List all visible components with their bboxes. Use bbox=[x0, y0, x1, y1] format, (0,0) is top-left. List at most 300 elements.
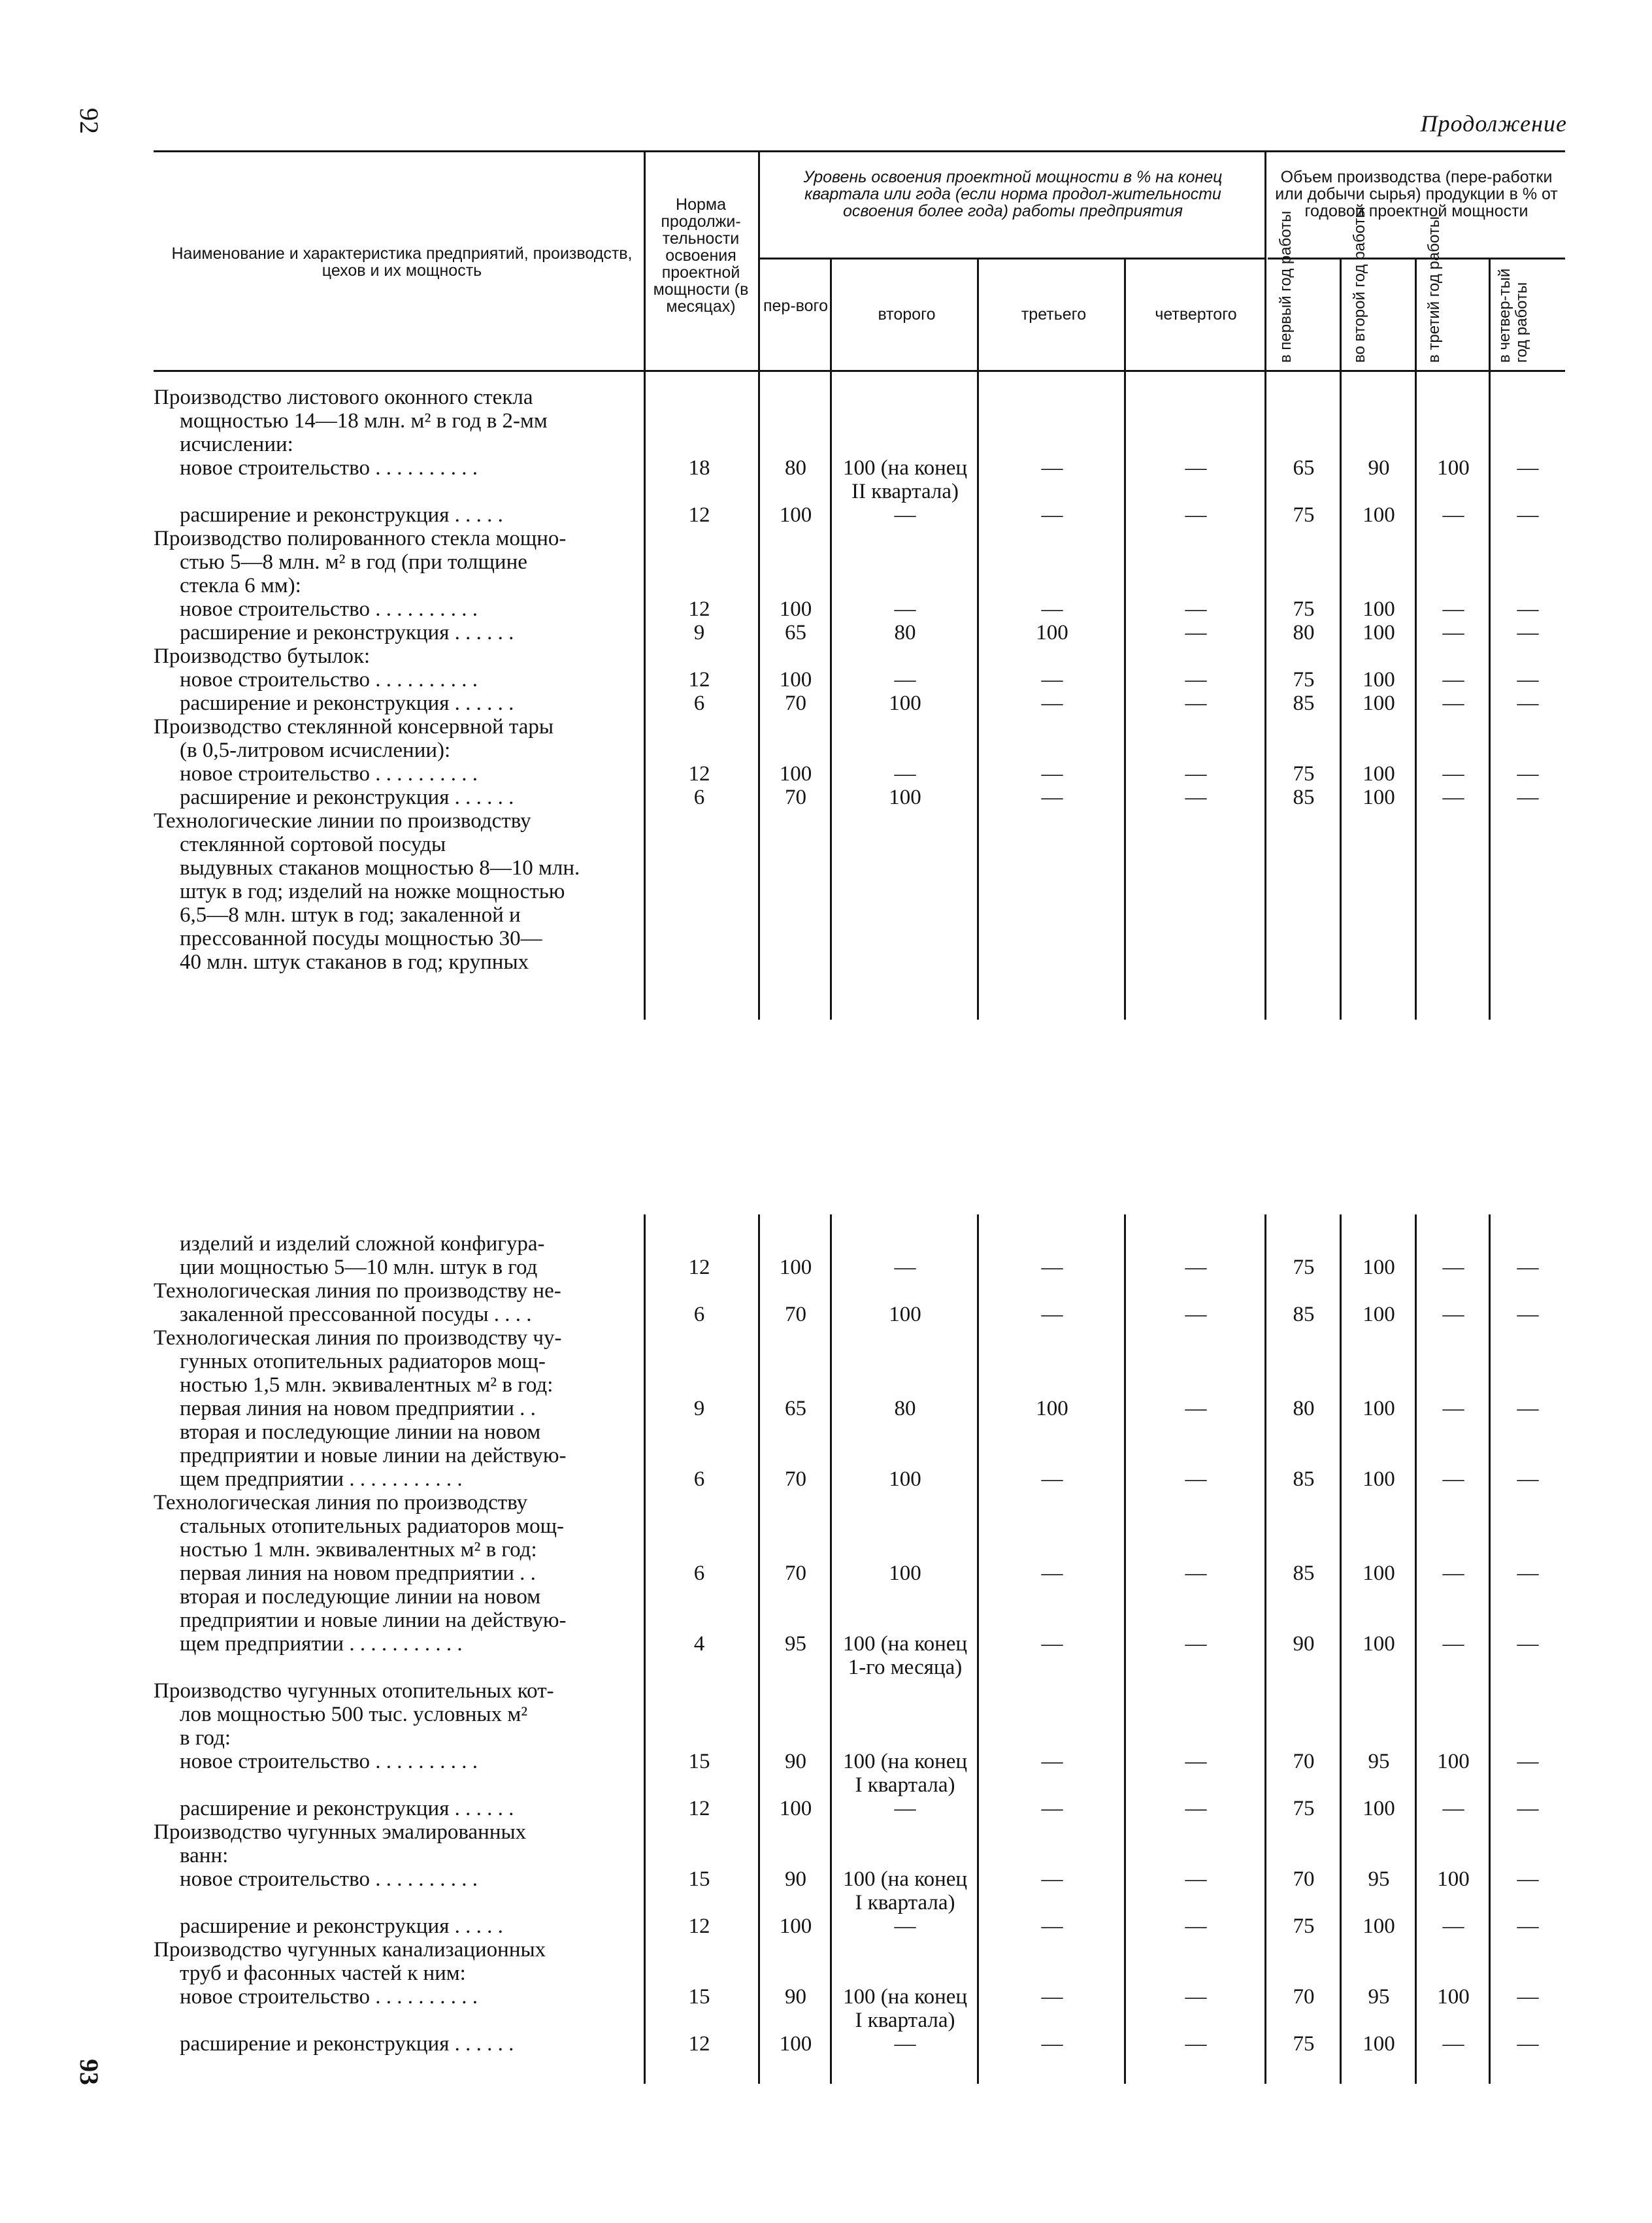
col-rule bbox=[1340, 1214, 1342, 2084]
cell-y2: 100 bbox=[1363, 1632, 1395, 1656]
cell-y4: — bbox=[1517, 1914, 1539, 1938]
cell-y4: — bbox=[1517, 597, 1539, 621]
row-name-line: первая линия на новом предприятии . . bbox=[180, 1397, 536, 1420]
row-name-line: изделий и изделий сложной конфигура- bbox=[180, 1232, 545, 1256]
row-name-line: Производство стеклянной консервной тары bbox=[154, 715, 554, 739]
cell-y3: 100 bbox=[1437, 456, 1470, 480]
row-name-line: 6,5—8 млн. штук в год; закаленной и bbox=[180, 903, 521, 927]
cell-y4: — bbox=[1517, 621, 1539, 644]
row-name-line: исчислении: bbox=[180, 433, 293, 456]
page-number-bottom: 93 bbox=[74, 2059, 104, 2085]
row-name-line: предприятии и новые линии на действую- bbox=[180, 1444, 567, 1467]
row-name-line: стью 5—8 млн. м² в год (при толщине bbox=[180, 550, 527, 574]
col-rule bbox=[1489, 258, 1491, 1020]
cell-y2: 100 bbox=[1363, 1467, 1395, 1491]
cell-y1: 75 bbox=[1293, 668, 1315, 692]
cell-y3: — bbox=[1442, 668, 1464, 692]
cell-y2: 100 bbox=[1363, 762, 1395, 786]
cell-second: 100 (на конец bbox=[842, 1867, 968, 1891]
cell-norm: 18 bbox=[688, 456, 710, 480]
cell-y1: 85 bbox=[1293, 1467, 1315, 1491]
cell-first: 70 bbox=[785, 692, 806, 715]
col-rule bbox=[758, 1214, 760, 2084]
row-name bbox=[154, 1585, 634, 1656]
cell-y3: — bbox=[1442, 621, 1464, 644]
cell-fourth: — bbox=[1185, 2032, 1207, 2056]
row-name-line: ностью 1,5 млн. эквивалентных м² в год: bbox=[180, 1373, 553, 1397]
cell-third: — bbox=[1041, 1256, 1063, 1279]
cell-fourth: — bbox=[1185, 1867, 1207, 1891]
row-name-line: гунных отопительных радиаторов мощ- bbox=[180, 1350, 546, 1373]
col-rule bbox=[830, 1214, 832, 2084]
cell-first: 100 bbox=[779, 597, 812, 621]
cell-second: 100 bbox=[889, 1303, 921, 1326]
cell-third: — bbox=[1041, 1303, 1063, 1326]
cell-norm: 15 bbox=[688, 1867, 710, 1891]
cell-y1: 75 bbox=[1293, 1797, 1315, 1820]
cell-norm: 12 bbox=[688, 503, 710, 527]
cell-third: — bbox=[1041, 1914, 1063, 1938]
cell-norm: 6 bbox=[693, 1562, 705, 1585]
cell-first: 70 bbox=[785, 1467, 806, 1491]
row-name bbox=[154, 527, 634, 597]
cell-second: — bbox=[894, 1914, 916, 1938]
cell-y2: 95 bbox=[1368, 1750, 1390, 1773]
col-rule bbox=[977, 258, 979, 1020]
cell-second-cont: I квартала) bbox=[855, 2009, 955, 2032]
cell-norm: 9 bbox=[693, 621, 705, 644]
cell-fourth: — bbox=[1185, 1562, 1207, 1585]
header-y4: в четвер-тый год работы bbox=[1496, 268, 1530, 363]
row-name-line: стекла 6 мм): bbox=[180, 574, 301, 597]
cell-y2: 100 bbox=[1363, 692, 1395, 715]
cell-y2: 100 bbox=[1363, 1914, 1395, 1938]
cell-fourth: — bbox=[1185, 503, 1207, 527]
cell-y1: 80 bbox=[1293, 1397, 1315, 1420]
row-name bbox=[154, 762, 634, 786]
cell-y4: — bbox=[1517, 762, 1539, 786]
cell-y3: — bbox=[1442, 1256, 1464, 1279]
cell-first: 100 bbox=[779, 1914, 812, 1938]
row-name-line: стеклянной сортовой посуды bbox=[180, 833, 446, 856]
cell-first: 70 bbox=[785, 1303, 806, 1326]
cell-y3: — bbox=[1442, 762, 1464, 786]
cell-y1: 70 bbox=[1293, 1867, 1315, 1891]
cell-second: — bbox=[894, 1797, 916, 1820]
cell-y2: 90 bbox=[1368, 456, 1390, 480]
cell-fourth: — bbox=[1185, 456, 1207, 480]
cell-y2: 100 bbox=[1363, 1256, 1395, 1279]
row-name-line: мощностью 14—18 млн. м² в год в 2-мм bbox=[180, 409, 548, 433]
row-name-line: расширение и реконструкция . . . . . . bbox=[180, 692, 514, 715]
cell-y3: — bbox=[1442, 786, 1464, 809]
cell-second-cont: I квартала) bbox=[855, 1773, 955, 1797]
cell-fourth: — bbox=[1185, 621, 1207, 644]
cell-norm: 12 bbox=[688, 1797, 710, 1820]
cell-y4: — bbox=[1517, 692, 1539, 715]
cell-y3: — bbox=[1442, 1797, 1464, 1820]
cell-second: 100 bbox=[889, 1467, 921, 1491]
cell-first: 70 bbox=[785, 786, 806, 809]
cell-fourth: — bbox=[1185, 597, 1207, 621]
cell-second-cont: 1-го месяца) bbox=[848, 1656, 963, 1679]
cell-y1: 85 bbox=[1293, 692, 1315, 715]
cell-norm: 6 bbox=[693, 786, 705, 809]
cell-second: 100 (на конец bbox=[842, 1632, 968, 1656]
row-name-line: (в 0,5-литровом исчислении): bbox=[180, 739, 451, 762]
header-third: третьего bbox=[1021, 305, 1087, 324]
col-rule bbox=[644, 150, 646, 1020]
row-name-line: закаленной прессованной посуды . . . . bbox=[180, 1303, 532, 1326]
cell-y2: 100 bbox=[1363, 786, 1395, 809]
cell-fourth: — bbox=[1185, 1632, 1207, 1656]
cell-second: — bbox=[894, 2032, 916, 2056]
row-name-line: штук в год; изделий на ножке мощностью bbox=[180, 880, 565, 903]
cell-y1: 85 bbox=[1293, 1303, 1315, 1326]
row-name-line: Производство чугунных эмалированных bbox=[154, 1820, 527, 1844]
row-name-line: ванн: bbox=[180, 1844, 229, 1867]
row-name bbox=[154, 1867, 634, 1891]
cell-second-cont: I квартала) bbox=[855, 1891, 955, 1914]
col-rule bbox=[758, 150, 760, 1020]
cell-second: — bbox=[894, 503, 916, 527]
col-rule bbox=[977, 1214, 979, 2084]
cell-y2: 100 bbox=[1363, 597, 1395, 621]
cell-second: — bbox=[894, 762, 916, 786]
col-rule bbox=[1264, 1214, 1266, 2084]
cell-y4: — bbox=[1517, 456, 1539, 480]
row-name-line: новое строительство . . . . . . . . . . bbox=[180, 597, 478, 621]
row-name-line: новое строительство . . . . . . . . . . bbox=[180, 1985, 478, 2009]
cell-y4: — bbox=[1517, 786, 1539, 809]
cell-second: 100 bbox=[889, 692, 921, 715]
row-name bbox=[154, 1279, 634, 1326]
row-name-line: расширение и реконструкция . . . . . . bbox=[180, 621, 514, 644]
row-name bbox=[154, 1820, 634, 1867]
cell-y2: 100 bbox=[1363, 1797, 1395, 1820]
header-first: пер-вого bbox=[763, 297, 829, 315]
row-name-line: ции мощностью 5—10 млн. штук в год bbox=[180, 1256, 538, 1279]
page-number-top: 92 bbox=[74, 108, 104, 134]
header-y3: в третий год работы bbox=[1425, 216, 1443, 363]
row-name-line: ностью 1 млн. эквивалентных м² в год: bbox=[180, 1538, 537, 1562]
continuation-label: Продолжение bbox=[1420, 110, 1567, 137]
level-subheader-rule bbox=[758, 258, 1264, 259]
cell-first: 100 bbox=[779, 503, 812, 527]
cell-third: — bbox=[1041, 1985, 1063, 2009]
cell-fourth: — bbox=[1185, 1914, 1207, 1938]
row-name-line: вторая и последующие линии на новом bbox=[180, 1420, 541, 1444]
row-name bbox=[154, 456, 634, 480]
row-name-line: Технологические линии по производству bbox=[154, 809, 531, 833]
cell-y1: 90 bbox=[1293, 1632, 1315, 1656]
col-rule bbox=[1415, 1214, 1417, 2084]
row-name-line: Производство полированного стекла мощно- bbox=[154, 527, 567, 550]
cell-fourth: — bbox=[1185, 1985, 1207, 2009]
cell-y4: — bbox=[1517, 2032, 1539, 2056]
col-rule bbox=[1264, 150, 1266, 1020]
col-rule bbox=[1124, 258, 1126, 1020]
header-y2: во второй год работы bbox=[1351, 207, 1368, 363]
cell-second: 80 bbox=[894, 621, 916, 644]
cell-y4: — bbox=[1517, 1867, 1539, 1891]
row-name bbox=[154, 692, 634, 715]
cell-y2: 95 bbox=[1368, 1985, 1390, 2009]
cell-fourth: — bbox=[1185, 762, 1207, 786]
cell-y2: 100 bbox=[1363, 2032, 1395, 2056]
cell-norm: 15 bbox=[688, 1750, 710, 1773]
cell-y3: — bbox=[1442, 2032, 1464, 2056]
cell-y1: 75 bbox=[1293, 503, 1315, 527]
header-y1: в первый год работы bbox=[1277, 210, 1295, 363]
row-name bbox=[154, 2032, 634, 2056]
cell-first: 100 bbox=[779, 1797, 812, 1820]
cell-y1: 65 bbox=[1293, 456, 1315, 480]
row-name bbox=[154, 1797, 634, 1820]
cell-norm: 12 bbox=[688, 762, 710, 786]
row-name-line: новое строительство . . . . . . . . . . bbox=[180, 456, 478, 480]
cell-norm: 6 bbox=[693, 1303, 705, 1326]
cell-y3: — bbox=[1442, 1397, 1464, 1420]
cell-first: 90 bbox=[785, 1867, 806, 1891]
row-name bbox=[154, 1232, 634, 1279]
cell-second: 100 (на конец bbox=[842, 1985, 968, 2009]
row-name-line: расширение и реконструкция . . . . . . bbox=[180, 2032, 514, 2056]
row-name-line: расширение и реконструкция . . . . . bbox=[180, 1914, 503, 1938]
row-name-line: новое строительство . . . . . . . . . . bbox=[180, 1867, 478, 1891]
cell-third: — bbox=[1041, 503, 1063, 527]
row-name-line: труб и фасонных частей к ним: bbox=[180, 1962, 466, 1985]
row-name-line: выдувных стаканов мощностью 8—10 млн. bbox=[180, 856, 580, 880]
cell-y2: 95 bbox=[1368, 1867, 1390, 1891]
cell-y1: 85 bbox=[1293, 1562, 1315, 1585]
row-name-line: в год: bbox=[180, 1726, 231, 1750]
cell-norm: 12 bbox=[688, 1256, 710, 1279]
cell-norm: 6 bbox=[693, 692, 705, 715]
cell-second: — bbox=[894, 668, 916, 692]
row-name bbox=[154, 1491, 634, 1585]
col-rule bbox=[1340, 258, 1342, 1020]
row-name-line: Производство чугунных отопительных кот- bbox=[154, 1679, 554, 1703]
cell-y1: 70 bbox=[1293, 1750, 1315, 1773]
row-name-line: щем предприятии . . . . . . . . . . . bbox=[180, 1467, 463, 1491]
cell-y4: — bbox=[1517, 1797, 1539, 1820]
header-fourth: четвертого bbox=[1155, 305, 1237, 324]
cell-third: — bbox=[1041, 1562, 1063, 1585]
cell-third: — bbox=[1041, 1867, 1063, 1891]
col-rule bbox=[830, 258, 832, 1020]
row-name-line: вторая и последующие линии на новом bbox=[180, 1585, 541, 1609]
col-rule bbox=[644, 1214, 646, 2084]
row-name bbox=[154, 503, 634, 527]
col-rule bbox=[1489, 1214, 1491, 2084]
row-name-line: щем предприятии . . . . . . . . . . . bbox=[180, 1632, 463, 1656]
header-name: Наименование и характеристика предприятий, производств, цехов и их мощность bbox=[171, 244, 633, 280]
cell-y1: 85 bbox=[1293, 786, 1315, 809]
cell-y3: — bbox=[1442, 1914, 1464, 1938]
cell-first: 100 bbox=[779, 762, 812, 786]
cell-third: — bbox=[1041, 1797, 1063, 1820]
cell-y4: — bbox=[1517, 1397, 1539, 1420]
cell-third: 100 bbox=[1036, 1397, 1068, 1420]
cell-third: — bbox=[1041, 762, 1063, 786]
cell-third: — bbox=[1041, 786, 1063, 809]
cell-fourth: — bbox=[1185, 692, 1207, 715]
row-name-line: первая линия на новом предприятии . . bbox=[180, 1562, 536, 1585]
cell-norm: 12 bbox=[688, 597, 710, 621]
cell-y2: 100 bbox=[1363, 1397, 1395, 1420]
cell-norm: 12 bbox=[688, 1914, 710, 1938]
cell-fourth: — bbox=[1185, 1750, 1207, 1773]
cell-first: 65 bbox=[785, 1397, 806, 1420]
cell-second: — bbox=[894, 1256, 916, 1279]
cell-y4: — bbox=[1517, 1256, 1539, 1279]
cell-norm: 9 bbox=[693, 1397, 705, 1420]
header-top-rule bbox=[154, 150, 1565, 152]
header-volume: Объем производства (пере-работки или добычи сырья) продукции в % от годовой проектной мощности bbox=[1275, 168, 1558, 220]
cell-y2: 100 bbox=[1363, 1303, 1395, 1326]
row-name-line: расширение и реконструкция . . . . . . bbox=[180, 786, 514, 809]
cell-second: 100 bbox=[889, 786, 921, 809]
header-level: Уровень освоения проектной мощности в % на конец квартала или года (если норма продол-жительности освоения более года) работы предприятия bbox=[803, 168, 1223, 220]
cell-y1: 75 bbox=[1293, 2032, 1315, 2056]
cell-first: 90 bbox=[785, 1985, 806, 2009]
cell-fourth: — bbox=[1185, 1397, 1207, 1420]
col-rule bbox=[1415, 258, 1417, 1020]
header-second: второго bbox=[878, 305, 936, 324]
cell-second: 100 bbox=[889, 1562, 921, 1585]
cell-y3: 100 bbox=[1437, 1750, 1470, 1773]
cell-fourth: — bbox=[1185, 1467, 1207, 1491]
row-name bbox=[154, 668, 634, 692]
cell-first: 95 bbox=[785, 1632, 806, 1656]
cell-fourth: — bbox=[1185, 668, 1207, 692]
cell-first: 100 bbox=[779, 2032, 812, 2056]
cell-fourth: — bbox=[1185, 1256, 1207, 1279]
cell-first: 90 bbox=[785, 1750, 806, 1773]
cell-y2: 100 bbox=[1363, 503, 1395, 527]
cell-y3: — bbox=[1442, 503, 1464, 527]
cell-y3: — bbox=[1442, 1632, 1464, 1656]
cell-third: — bbox=[1041, 1467, 1063, 1491]
cell-y2: 100 bbox=[1363, 668, 1395, 692]
cell-y1: 75 bbox=[1293, 1914, 1315, 1938]
cell-y3: — bbox=[1442, 692, 1464, 715]
cell-third: — bbox=[1041, 597, 1063, 621]
row-name bbox=[154, 809, 634, 974]
cell-first: 70 bbox=[785, 1562, 806, 1585]
row-name-line: прессованной посуды мощностью 30— bbox=[180, 927, 542, 950]
row-name bbox=[154, 786, 634, 809]
row-name bbox=[154, 644, 634, 668]
cell-y4: — bbox=[1517, 1750, 1539, 1773]
cell-y3: — bbox=[1442, 1303, 1464, 1326]
cell-fourth: — bbox=[1185, 1797, 1207, 1820]
cell-y3: — bbox=[1442, 1467, 1464, 1491]
cell-norm: 15 bbox=[688, 1985, 710, 2009]
row-name bbox=[154, 621, 634, 644]
cell-y4: — bbox=[1517, 1985, 1539, 2009]
row-name-line: Производство листового оконного стекла bbox=[154, 386, 533, 409]
cell-second: 100 (на конец bbox=[842, 1750, 968, 1773]
cell-y2: 100 bbox=[1363, 1562, 1395, 1585]
row-name bbox=[154, 1679, 634, 1750]
row-name bbox=[154, 1750, 634, 1773]
row-name bbox=[154, 597, 634, 621]
row-name bbox=[154, 1938, 634, 1985]
cell-y3: 100 bbox=[1437, 1867, 1470, 1891]
cell-y1: 75 bbox=[1293, 597, 1315, 621]
row-name-line: Технологическая линия по производству не- bbox=[154, 1279, 561, 1303]
cell-norm: 4 bbox=[693, 1632, 705, 1656]
cell-y3: — bbox=[1442, 1562, 1464, 1585]
row-name-line: предприятии и новые линии на действую- bbox=[180, 1609, 567, 1632]
row-name-line: Производство чугунных канализационных bbox=[154, 1938, 546, 1962]
cell-first: 100 bbox=[779, 668, 812, 692]
row-name-line: Производство бутылок: bbox=[154, 644, 371, 668]
cell-third: — bbox=[1041, 668, 1063, 692]
row-name-line: лов мощностью 500 тыс. условных м² bbox=[180, 1703, 528, 1726]
cell-second-cont: II квартала) bbox=[851, 480, 959, 503]
cell-y1: 75 bbox=[1293, 1256, 1315, 1279]
cell-y4: — bbox=[1517, 1562, 1539, 1585]
row-name-line: новое строительство . . . . . . . . . . bbox=[180, 668, 478, 692]
cell-second: — bbox=[894, 597, 916, 621]
cell-second: 80 bbox=[894, 1397, 916, 1420]
row-name-line: Технологическая линия по производству чу- bbox=[154, 1326, 562, 1350]
row-name bbox=[154, 1326, 634, 1420]
cell-y4: — bbox=[1517, 668, 1539, 692]
row-name-line: расширение и реконструкция . . . . . . bbox=[180, 1797, 514, 1820]
cell-fourth: — bbox=[1185, 1303, 1207, 1326]
header-bottom-rule bbox=[154, 370, 1565, 372]
cell-third: — bbox=[1041, 1632, 1063, 1656]
cell-first: 100 bbox=[779, 1256, 812, 1279]
cell-y1: 75 bbox=[1293, 762, 1315, 786]
cell-norm: 6 bbox=[693, 1467, 705, 1491]
cell-y2: 100 bbox=[1363, 621, 1395, 644]
cell-third: — bbox=[1041, 2032, 1063, 2056]
row-name bbox=[154, 1914, 634, 1938]
row-name bbox=[154, 1985, 634, 2009]
cell-first: 65 bbox=[785, 621, 806, 644]
cell-y4: — bbox=[1517, 503, 1539, 527]
cell-y1: 70 bbox=[1293, 1985, 1315, 2009]
cell-third: — bbox=[1041, 1750, 1063, 1773]
cell-y3: 100 bbox=[1437, 1985, 1470, 2009]
cell-first: 80 bbox=[785, 456, 806, 480]
cell-third: — bbox=[1041, 456, 1063, 480]
row-name-line: Технологическая линия по производству bbox=[154, 1491, 528, 1514]
cell-y1: 80 bbox=[1293, 621, 1315, 644]
col-rule bbox=[1124, 1214, 1126, 2084]
cell-third: 100 bbox=[1036, 621, 1068, 644]
cell-norm: 12 bbox=[688, 2032, 710, 2056]
row-name-line: новое строительство . . . . . . . . . . bbox=[180, 1750, 478, 1773]
cell-y3: — bbox=[1442, 597, 1464, 621]
cell-norm: 12 bbox=[688, 668, 710, 692]
row-name-line: стальных отопительных радиаторов мощ- bbox=[180, 1514, 565, 1538]
cell-third: — bbox=[1041, 692, 1063, 715]
cell-y4: — bbox=[1517, 1632, 1539, 1656]
row-name-line: расширение и реконструкция . . . . . bbox=[180, 503, 503, 527]
header-norm: Норма продолжи-тельности освоения проектной мощности (в месяцах) bbox=[653, 195, 749, 316]
cell-y4: — bbox=[1517, 1467, 1539, 1491]
row-name bbox=[154, 715, 634, 762]
cell-y4: — bbox=[1517, 1303, 1539, 1326]
row-name bbox=[154, 386, 634, 456]
row-name bbox=[154, 1420, 634, 1491]
